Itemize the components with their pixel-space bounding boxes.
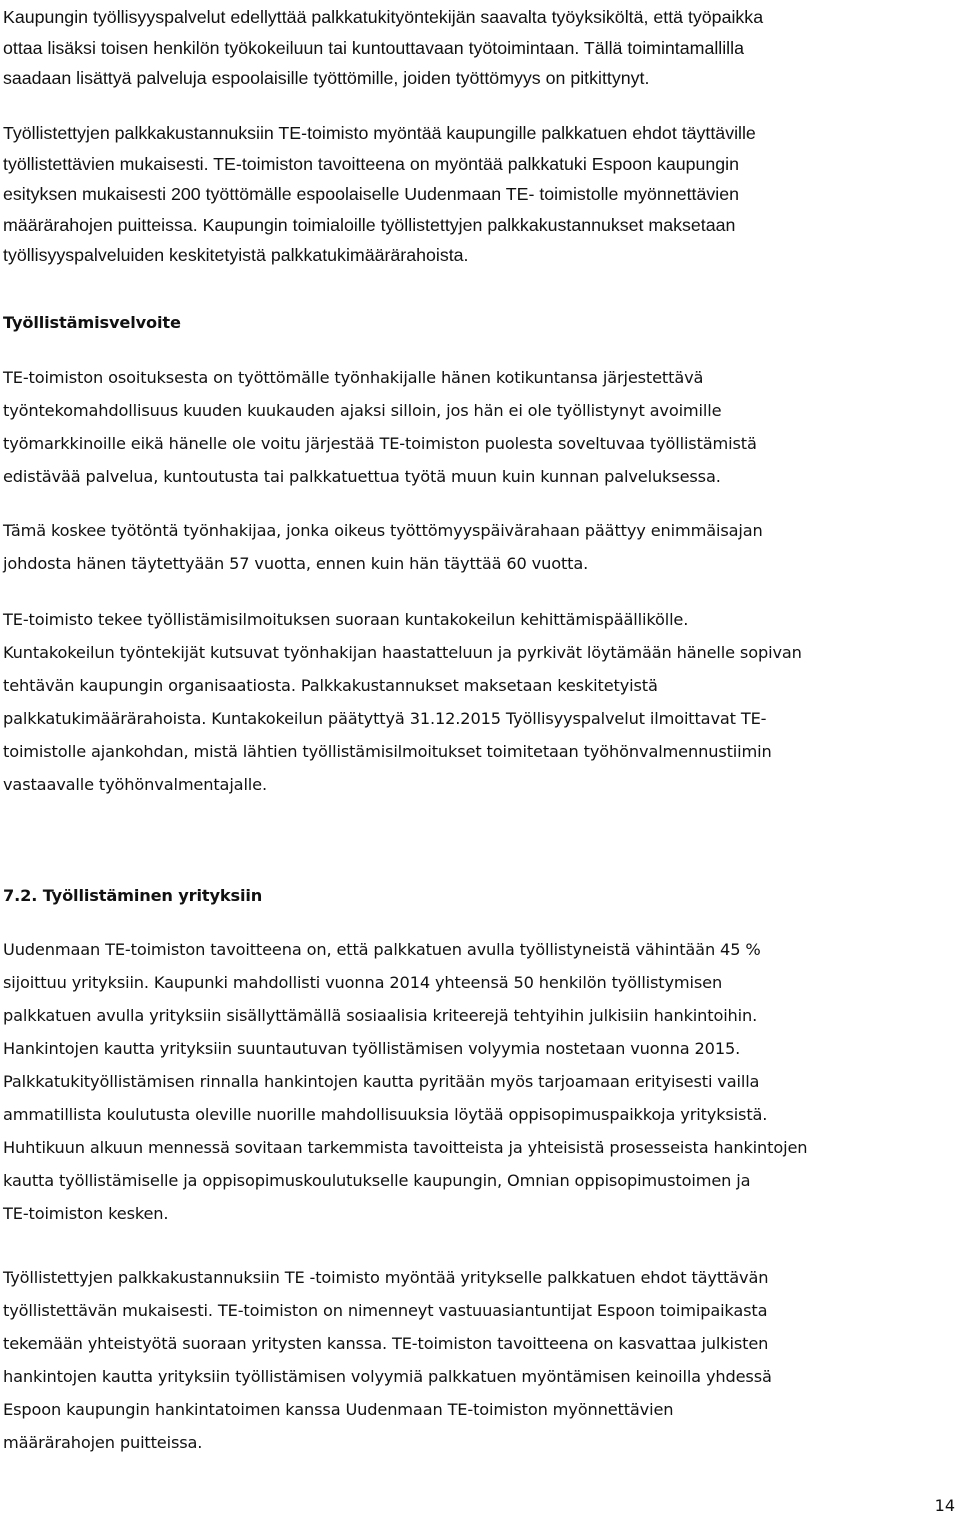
text-line: sijoittuu yrityksiin. Kaupunki mahdollisti vuonna 2014 yhteensä 50 henkilön työllistymisen — [3, 973, 723, 992]
text-line: Työllistettyjen palkkakustannuksiin TE-toimisto myöntää kaupungille palkkatuen ehdot täyttäville — [3, 123, 756, 143]
paragraph-eligibility — [3, 514, 957, 580]
text-line: johdosta hänen täytettyään 57 vuotta, ennen kuin hän täyttää 60 vuotta. — [3, 554, 589, 573]
page-number: 14 — [934, 1496, 955, 1515]
text-line: esityksen mukaisesti 200 työttömälle espoolaiselle Uudenmaan TE- toimistolle myönnettävien — [3, 184, 739, 204]
text-line: määrärahojen puitteissa. Kaupungin toimialoille työllistettyjen palkkakustannukset maksetaan — [3, 214, 736, 235]
text-line: työmarkkinoille eikä hänelle ole voitu järjestää TE-toimiston puolesta soveltuvaa työllistämistä — [3, 434, 757, 453]
text-line: ammatillista koulutusta oleville nuorille mahdollisuuksia löytää oppisopimuspaikkoja yrityksistä. — [3, 1105, 768, 1124]
text-line: työllistettävien mukaisesti. TE-toimiston tavoitteena on myöntää palkkatuki Espoon kaupungin — [3, 153, 740, 174]
section-heading: 7.2. Työllistäminen yrityksiin — [3, 886, 263, 905]
text-line: työntekomahdollisuus kuuden kuukauden ajaksi silloin, jos hän ei ole työllistynyt avoimille — [3, 401, 722, 420]
text-line: TE-toimiston osoituksesta on työttömälle työnhakijalle hänen kotikuntansa järjestettävä — [3, 368, 704, 387]
text-line: hankintojen kautta yrityksiin työllistämisen volyymiä palkkatuen myöntämisen keinoilla yhdessä — [3, 1367, 772, 1386]
text-line: Huhtikuun alkuun mennessä sovitaan tarkemmista tavoitteista ja yhteisistä prosesseista hankintojen — [3, 1138, 808, 1157]
paragraph-company-funding — [3, 1261, 957, 1459]
text-line: vastaavalle työhönvalmentajalle. — [3, 775, 267, 794]
text-line: Hankintojen kautta yrityksiin suuntautuvan työllistämisen volyymia nostetaan vuonna 2015. — [3, 1039, 741, 1058]
text-line: TE-toimisto tekee työllistämisilmoituksen suoraan kuntakokeilun kehittämispäällikölle. — [3, 610, 689, 629]
text-line: työllisyyspalveluiden keskitetyistä palkkatukimäärärahoista. — [3, 245, 469, 265]
text-line: tekemään yhteistyötä suoraan yritysten kanssa. TE-toimiston tavoitteena on kasvattaa julkisten — [3, 1334, 769, 1353]
text-line: määrärahojen puitteissa. — [3, 1433, 203, 1452]
text-line: TE-toimiston kesken. — [3, 1204, 169, 1223]
text-line: Espoon kaupungin hankintatoimen kanssa Uudenmaan TE-toimiston myönnettävien — [3, 1400, 674, 1419]
text-line: Tämä koskee työtöntä työnhakijaa, jonka oikeus työttömyyspäivärahaan päättyy enimmäisajan — [3, 521, 763, 540]
text-line: Kaupungin työllisyyspalvelut edellyttää palkkatukityöntekijän saavalta työyksiköltä, että työpaikka — [3, 7, 764, 27]
paragraph-notification — [3, 603, 957, 801]
paragraph-companies — [3, 933, 957, 1230]
paragraph-intro — [3, 2, 957, 94]
text-line: palkkatukimäärärahoista. Kuntakokeilun päätyttyä 31.12.2015 Työllisyyspalvelut ilmoittavat TE- — [3, 709, 767, 728]
text-line: Palkkatukityöllistämisen rinnalla hankintojen kautta pyritään myös tarjoamaan erityisesti vailla — [3, 1072, 760, 1091]
text-line: saadaan lisättyä palveluja espoolaisille työttömille, joiden työttömyys on pitkittynyt. — [3, 68, 650, 88]
text-line: ottaa lisäksi toisen henkilön työkokeiluun tai kuntouttavaan työtoimintaan. Tällä toimintamallilla — [3, 37, 744, 58]
text-line: toimistolle ajankohdan, mistä lähtien työllistämisilmoitukset toimitetaan työhönvalmennustiimin — [3, 742, 772, 761]
text-line: palkkatuen avulla yrityksiin sisällyttämällä sosiaalisia kriteerejä tehtyihin julkisiin hankintoihin. — [3, 1006, 758, 1025]
text-line: työllistettävän mukaisesti. TE-toimiston on nimenneyt vastuuasiantuntijat Espoon toimipaikasta — [3, 1301, 768, 1320]
text-line: edistävää palvelua, kuntoutusta tai palkkatuettua työtä muun kuin kunnan palveluksessa. — [3, 467, 721, 486]
text-line: tehtävän kaupungin organisaatiosta. Palkkakustannukset maksetaan keskitetyistä — [3, 676, 658, 695]
paragraph-obligation — [3, 361, 957, 493]
section-heading: Työllistämisvelvoite — [3, 313, 181, 332]
paragraph-te-funding — [3, 118, 957, 271]
text-line: Kuntakokeilun työntekijät kutsuvat työnhakijan haastatteluun ja pyrkivät löytämään hänelle sopivan — [3, 643, 802, 662]
text-line: kautta työllistämiselle ja oppisopimuskoulutukselle kaupungin, Omnian oppisopimustoimen ja — [3, 1171, 751, 1190]
text-line: Uudenmaan TE-toimiston tavoitteena on, että palkkatuen avulla työllistyneistä vähintään 45 % — [3, 940, 761, 959]
text-line: Työllistettyjen palkkakustannuksiin TE -toimisto myöntää yritykselle palkkatuen ehdot täyttävän — [3, 1268, 769, 1287]
